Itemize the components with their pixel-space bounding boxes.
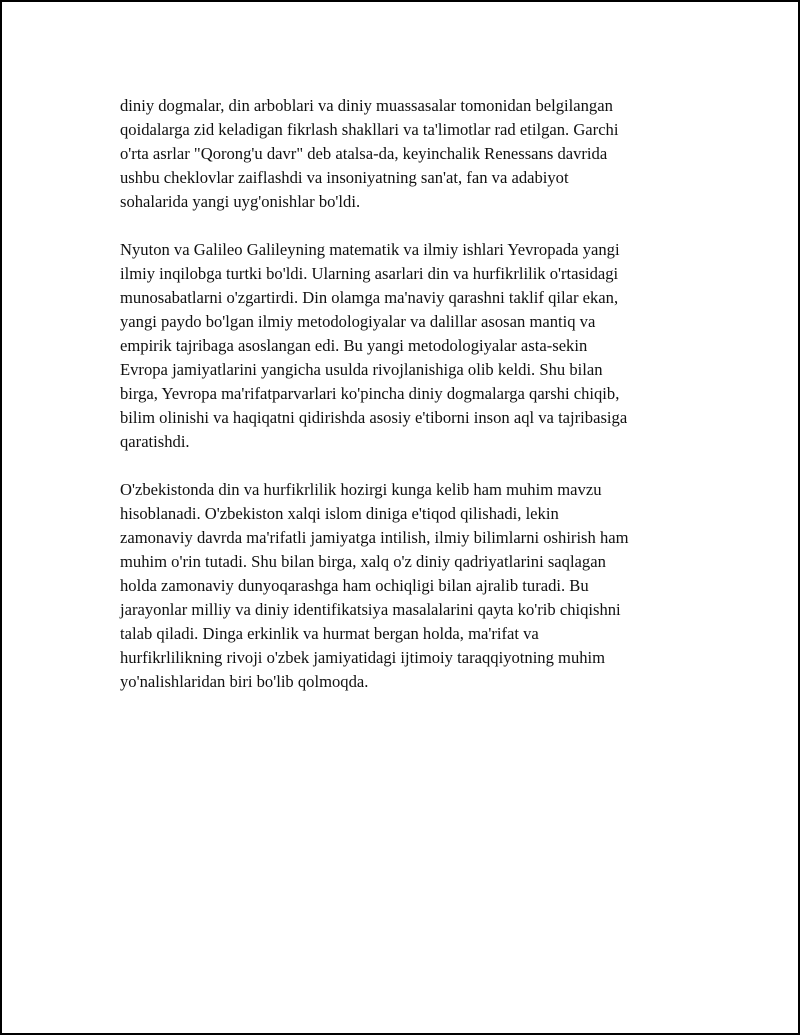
text-line: bilim olinishi va haqiqatni qidirishda asosiy e'tiborni inson aql va tajribasiga: [120, 408, 628, 427]
text-line: ilmiy inqilobga turtki bo'ldi. Ularning asarlari din va hurfikrlilik o'rtasidagi: [120, 264, 619, 283]
text-line: birga, Yevropa ma'rifatparvarlari ko'pincha diniy dogmalarga qarshi chiqib,: [120, 384, 620, 403]
text-line: Nyuton va Galileo Galileyning matematik va ilmiy ishlari Yevropada yangi: [120, 240, 620, 259]
text-line: munosabatlarni o'zgartirdi. Din olamga ma'naviy qarashni taklif qilar ekan,: [120, 288, 619, 307]
text-line: talab qiladi. Dinga erkinlik va hurmat bergan holda, ma'rifat va: [120, 624, 539, 643]
text-line: jarayonlar milliy va diniy identifikatsiya masalalarini qayta ko'rib chiqishni: [120, 600, 621, 619]
paragraph-1: [120, 94, 692, 214]
text-line: qaratishdi.: [120, 432, 190, 451]
paragraph-2: [120, 238, 692, 454]
text-line: zamonaviy davrda ma'rifatli jamiyatga intilish, ilmiy bilimlarni oshirish ham: [120, 528, 629, 547]
text-line: O'zbekistonda din va hurfikrlilik hozirgi kunga kelib ham muhim mavzu: [120, 480, 602, 499]
text-line: yo'nalishlaridan biri bo'lib qolmoqda.: [120, 672, 369, 691]
document-body: [120, 94, 692, 718]
paragraph-3: [120, 478, 692, 694]
text-line: ushbu cheklovlar zaiflashdi va insoniyatning san'at, fan va adabiyot: [120, 168, 569, 187]
text-line: muhim o'rin tutadi. Shu bilan birga, xalq o'z diniy qadriyatlarini saqlagan: [120, 552, 606, 571]
text-line: diniy dogmalar, din arboblari va diniy muassasalar tomonidan belgilangan: [120, 96, 613, 115]
text-line: holda zamonaviy dunyoqarashga ham ochiqligi bilan ajralib turadi. Bu: [120, 576, 589, 595]
text-line: hisoblanadi. O'zbekiston xalqi islom diniga e'tiqod qilishadi, lekin: [120, 504, 559, 523]
text-line: yangi paydo bo'lgan ilmiy metodologiyalar va dalillar asosan mantiq va: [120, 312, 596, 331]
text-line: Evropa jamiyatlarini yangicha usulda rivojlanishiga olib keldi. Shu bilan: [120, 360, 603, 379]
text-line: sohalarida yangi uyg'onishlar bo'ldi.: [120, 192, 361, 211]
text-line: qoidalarga zid keladigan fikrlash shakllari va ta'limotlar rad etilgan. Garchi: [120, 120, 619, 139]
text-line: hurfikrlilikning rivoji o'zbek jamiyatidagi ijtimoiy taraqqiyotning muhim: [120, 648, 606, 667]
text-line: empirik tajribaga asoslangan edi. Bu yangi metodologiyalar asta-sekin: [120, 336, 588, 355]
text-line: o'rta asrlar "Qorong'u davr" deb atalsa-da, keyinchalik Renessans davrida: [120, 144, 608, 163]
